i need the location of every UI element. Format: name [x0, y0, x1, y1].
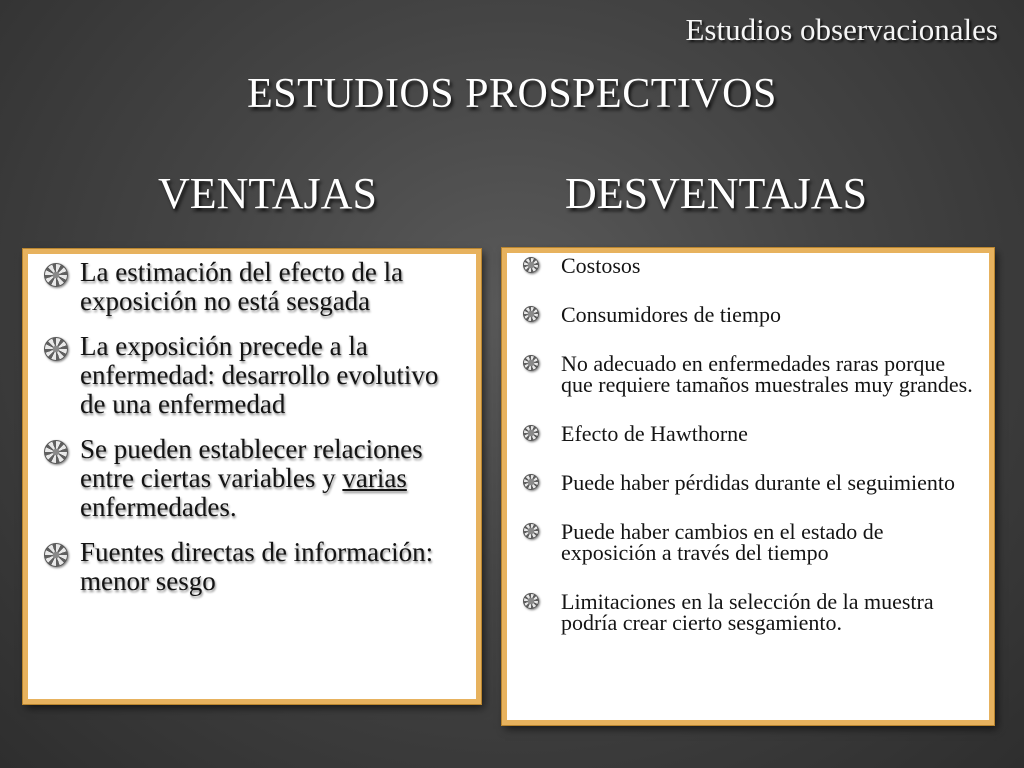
list-item-text: Fuentes directas de información: menor sesgo: [80, 537, 434, 596]
list-item: [521, 472, 979, 493]
gear-bullet-icon: [523, 523, 539, 539]
list-item-text: La estimación del efecto de la exposición no está sesgada: [80, 257, 404, 316]
gear-bullet-icon: [44, 337, 68, 361]
section-label: Estudios observacionales: [685, 12, 998, 47]
list-item: [521, 423, 979, 444]
ventajas-heading: VENTAJAS: [158, 169, 377, 218]
list-item: [42, 538, 466, 596]
gear-bullet-icon: [44, 440, 68, 464]
desventajas-box: [502, 248, 994, 725]
gear-bullet-icon: [523, 257, 539, 273]
list-item: [521, 521, 979, 563]
slide-title: ESTUDIOS PROSPECTIVOS: [247, 71, 777, 117]
gear-bullet-icon: [523, 355, 539, 371]
list-item-text-after: enfermedades.: [80, 492, 237, 522]
list-item: [521, 255, 979, 276]
list-item: [42, 332, 466, 419]
gear-bullet-icon: [523, 593, 539, 609]
list-item-text: Costosos: [561, 253, 641, 278]
list-item: [42, 435, 466, 522]
desventajas-heading: DESVENTAJAS: [565, 169, 868, 218]
list-item: [521, 304, 979, 325]
ventajas-box: [23, 249, 481, 704]
list-item-text: Puede haber cambios en el estado de exposición a través del tiempo: [561, 519, 884, 565]
list-item: [42, 258, 466, 316]
gear-bullet-icon: [44, 263, 68, 287]
list-item-text-before: Se pueden establecer relaciones entre ciertas variables y: [80, 434, 423, 493]
list-item: [521, 353, 979, 395]
gear-bullet-icon: [523, 306, 539, 322]
list-item: [521, 591, 979, 633]
ventajas-list: [42, 258, 466, 596]
list-item-text: Puede haber pérdidas durante el seguimiento: [561, 470, 956, 495]
list-item-text: No adecuado en enfermedades raras porque que requiere tamaños muestrales muy grandes.: [561, 351, 973, 397]
list-item-text: Consumidores de tiempo: [561, 302, 781, 327]
gear-bullet-icon: [44, 543, 68, 567]
list-item-text-underlined: varias: [342, 463, 407, 493]
list-item-text: Efecto de Hawthorne: [561, 421, 748, 446]
gear-bullet-icon: [523, 425, 539, 441]
list-item-text: Limitaciones en la selección de la muestra podría crear cierto sesgamiento.: [561, 589, 934, 635]
desventajas-list: [521, 255, 979, 633]
gear-bullet-icon: [523, 474, 539, 490]
list-item-text: La exposición precede a la enfermedad: desarrollo evolutivo de una enfermedad: [80, 331, 439, 419]
